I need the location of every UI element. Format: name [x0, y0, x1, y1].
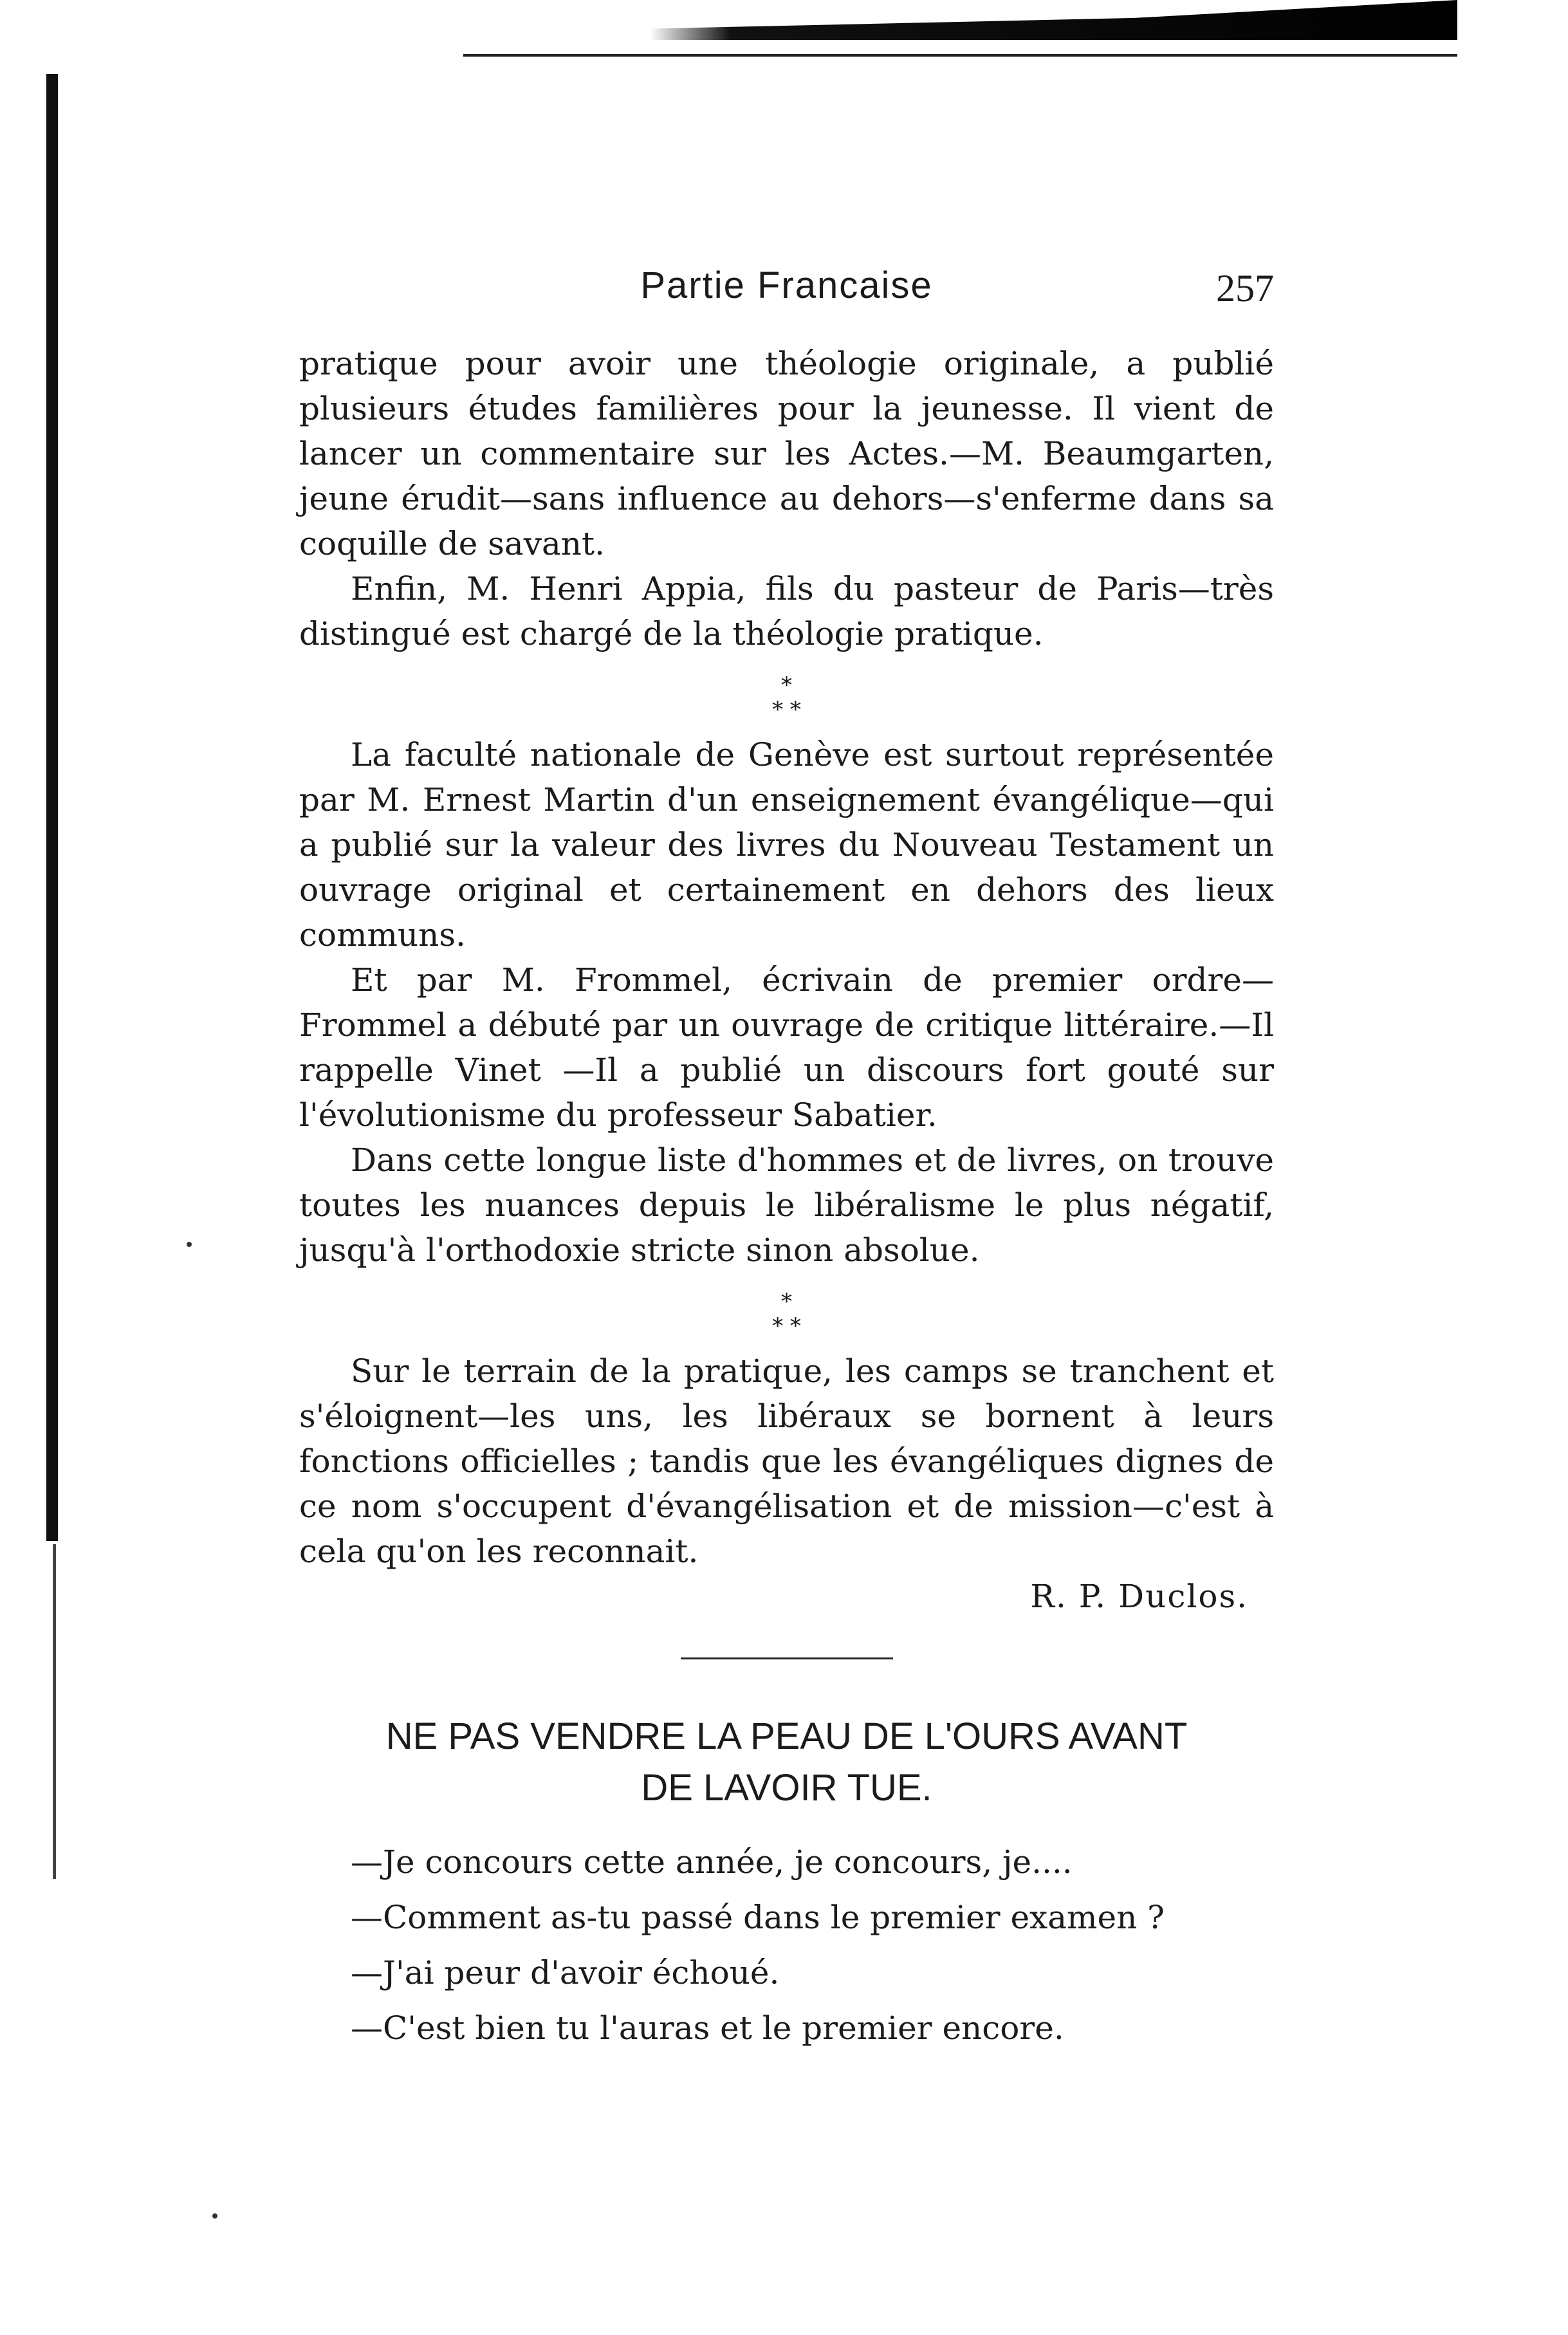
running-title: Partie Francaise [640, 264, 933, 306]
paragraph: Enfin, M. Henri Appia, fils du pasteur de Paris—très distingué est chargé de la théologie pratique. [299, 570, 1274, 652]
dialogue-line: —Je concours cette année, je concours, je.... [351, 1843, 1073, 1881]
paragraph: La faculté nationale de Genève est surtout représentée par M. Ernest Martin d'un enseignement évangélique—qui a publié sur la valeur des livres du Nouveau Testament un ouvrage original et certainement en dehors des lieux communs. [299, 736, 1274, 954]
paragraph: pratique pour avoir une théologie originale, a publié plusieurs études familières pour la jeunesse. Il vient de lancer un commentaire sur les Actes.—M. Beaumgarten, jeune érudit—sans influence au dehors—s'enferme dans sa coquille de savant. [299, 345, 1274, 562]
top-rule-thin [463, 54, 1457, 57]
dialogue-line: —C'est bien tu l'auras et le premier encore. [351, 2009, 1064, 2047]
print-speck [187, 1242, 192, 1247]
section-title [299, 1711, 1274, 1814]
top-rule-thick [650, 0, 1457, 40]
dialogue-line: —J'ai peur d'avoir échoué. [351, 1954, 780, 1991]
paragraph: Et par M. Frommel, écrivain de premier ordre—Frommel a débuté par un ouvrage de critique littéraire.—Il rappelle Vinet —Il a publié un discours fort gouté sur l'évolutionisme du professeur Sabatier. [299, 961, 1274, 1134]
paragraph: Dans cette longue liste d'hommes et de livres, on trouve toutes les nuances depuis le libéralisme le plus négatif, jusqu'à l'orthodoxie stricte sinon absolue. [299, 1141, 1274, 1269]
section-separator [681, 1657, 893, 1659]
paragraph: Sur le terrain de la pratique, les camps se tranchent et s'éloignent—les uns, les libéraux se bornent à leurs fonctions officielles ; tandis que les évangéliques dignes de ce nom s'occupent d'évangélisation et de mission—c'est à cela qu'on les reconnait. [299, 1352, 1274, 1570]
dialogue-line: —Comment as-tu passé dans le premier examen ? [351, 1899, 1165, 1936]
section-title-line: NE PAS VENDRE LA PEAU DE L'OURS AVANT [385, 1715, 1188, 1757]
asterism: * * * [772, 672, 801, 723]
running-head [299, 264, 1274, 315]
body-text [299, 341, 1274, 2061]
signature: R. P. Duclos. [1030, 1578, 1248, 1615]
print-speck [212, 2213, 217, 2219]
asterism: * * * [772, 1289, 801, 1339]
left-margin-bar [46, 74, 58, 1541]
section-title-line: DE LAVOIR TUE. [641, 1767, 932, 1809]
left-margin-bar-lower [53, 1544, 56, 1879]
page-number: 257 [1216, 267, 1274, 309]
